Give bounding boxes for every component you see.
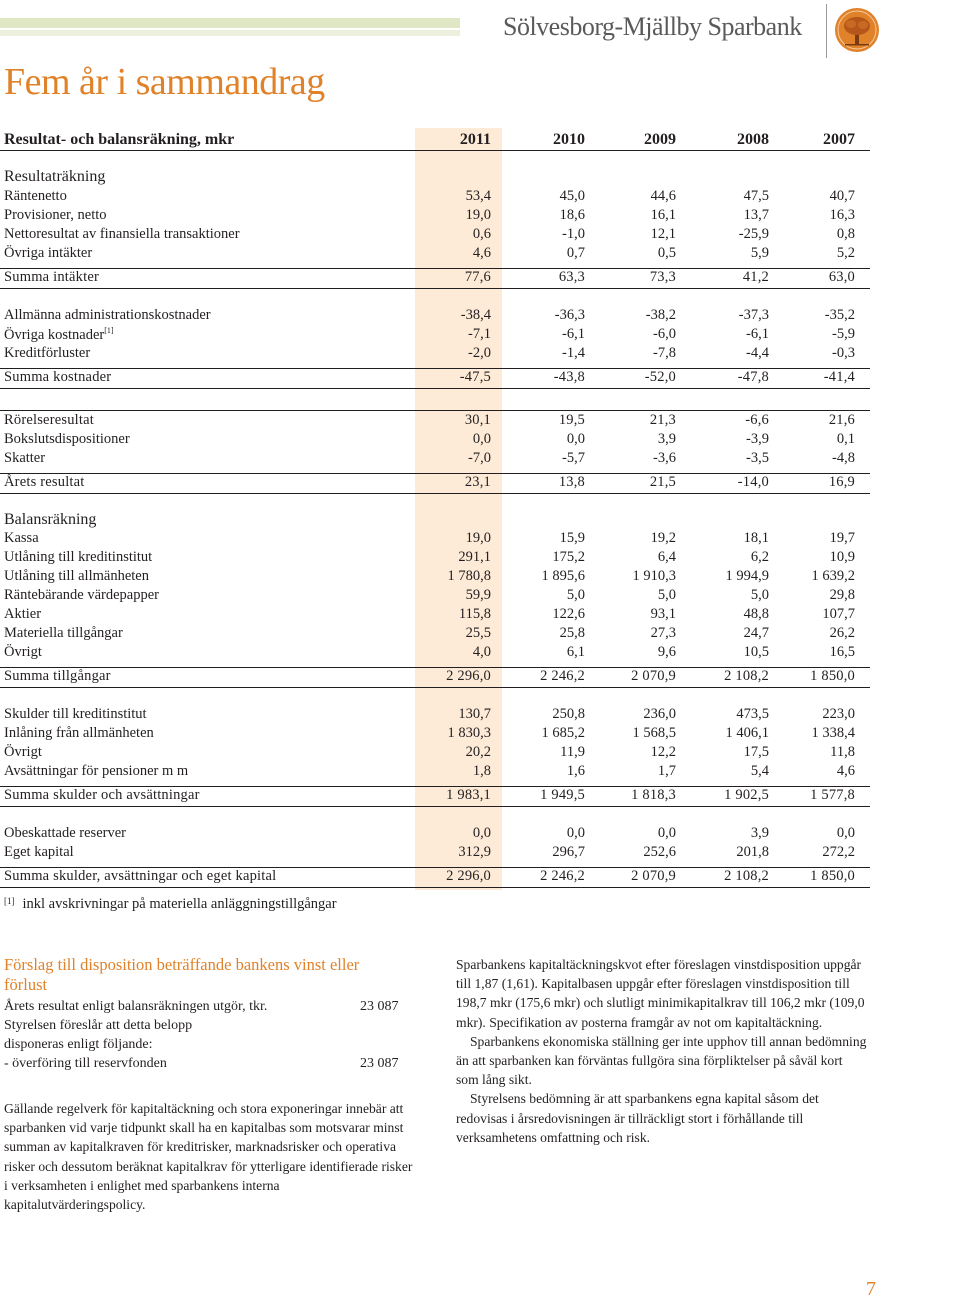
summary-row <box>0 369 860 388</box>
row-label: Rörelseresultat <box>4 412 94 428</box>
cell-value: -7,0 <box>468 450 491 466</box>
proposal-title: Förslag till disposition beträffande bankens vinst eller förlust <box>4 955 360 994</box>
table-row <box>0 587 860 606</box>
cell-value: 93,1 <box>650 606 676 622</box>
section-heading <box>0 511 860 530</box>
cell-value: -7,1 <box>468 326 491 342</box>
cell-value: -0,3 <box>832 345 855 361</box>
cell-value: 296,7 <box>552 844 585 860</box>
cell-value: 19,0 <box>465 530 491 546</box>
row-label: Materiella tillgångar <box>4 625 123 641</box>
cell-value: -2,0 <box>468 345 491 361</box>
cell-value: 1 902,5 <box>724 787 769 803</box>
cell-value: -35,2 <box>824 307 855 323</box>
cell-value: -6,0 <box>653 326 676 342</box>
table-rule <box>0 410 870 411</box>
table-row <box>0 245 860 264</box>
cell-value: 107,7 <box>822 606 855 622</box>
cell-value: 18,6 <box>559 207 585 223</box>
proposal-text: Styrelsen föreslår att detta belopp <box>4 1018 193 1033</box>
row-label: Övriga kostnader[1] <box>4 326 114 343</box>
cell-value: 1 850,0 <box>810 868 855 884</box>
cell-value: -43,8 <box>553 369 585 385</box>
cell-value: 130,7 <box>458 706 491 722</box>
table-row <box>0 431 860 450</box>
summary-row <box>0 868 860 887</box>
row-label: Avsättningar för pensioner m m <box>4 763 189 779</box>
cell-value: 21,3 <box>649 412 676 428</box>
cell-value: 272,2 <box>822 844 855 860</box>
cell-value: 47,5 <box>743 188 769 204</box>
cell-value: 1,6 <box>566 763 585 779</box>
row-label: Kassa <box>4 530 39 546</box>
summary-row <box>0 269 860 288</box>
row-label: Övrigt <box>4 744 42 760</box>
cell-value: 3,9 <box>657 431 676 447</box>
page-number: 7 <box>866 1278 876 1300</box>
cell-value: 2 070,9 <box>631 668 676 684</box>
cell-value: 252,6 <box>643 844 676 860</box>
summary-row <box>0 668 860 687</box>
cell-value: 4,0 <box>472 644 491 660</box>
year-header: 2009 <box>644 131 676 148</box>
row-label: Årets resultat <box>4 474 85 490</box>
cell-value: 21,5 <box>649 474 676 490</box>
cell-value: 25,8 <box>559 625 585 641</box>
cell-value: -14,0 <box>737 474 769 490</box>
cell-value: 19,0 <box>465 207 491 223</box>
cell-value: 23,1 <box>464 474 491 490</box>
table-row <box>0 763 860 782</box>
cell-value: -25,9 <box>738 226 769 242</box>
cell-value: 25,5 <box>465 625 491 641</box>
cell-value: 5,0 <box>657 587 676 603</box>
cell-value: 473,5 <box>736 706 769 722</box>
cell-value: 3,9 <box>750 825 769 841</box>
row-label: Kreditförluster <box>4 345 91 361</box>
cell-value: 15,9 <box>559 530 585 546</box>
cell-value: 5,2 <box>836 245 855 261</box>
table-row <box>0 706 860 725</box>
cell-value: 17,5 <box>743 744 769 760</box>
cell-value: 48,8 <box>743 606 769 622</box>
cell-value: 1 949,5 <box>540 787 585 803</box>
cell-value: 77,6 <box>464 269 491 285</box>
cell-value: 1 895,6 <box>541 568 585 584</box>
row-label: Provisioner, netto <box>4 207 107 223</box>
cell-value: -4,4 <box>746 345 769 361</box>
year-header: 2008 <box>737 131 769 148</box>
table-rule <box>0 687 870 688</box>
cell-value: -5,7 <box>562 450 585 466</box>
cell-value: 223,0 <box>822 706 855 722</box>
row-label: Skulder till kreditinstitut <box>4 706 147 722</box>
footnote-text: inkl avskrivningar på materiella anläggningstillgångar <box>22 896 337 912</box>
cell-value: 10,5 <box>743 644 769 660</box>
cell-value: 1,7 <box>657 763 676 779</box>
row-label: Skatter <box>4 450 46 466</box>
brand-divider <box>826 4 827 58</box>
cell-value: 1 568,5 <box>632 725 676 741</box>
cell-value: 0,0 <box>472 431 491 447</box>
cell-value: 291,1 <box>458 549 491 565</box>
note-mark: [1] <box>104 326 114 335</box>
table-rule <box>0 268 870 269</box>
cell-value: 0,5 <box>657 245 676 261</box>
cell-value: 5,0 <box>750 587 769 603</box>
page-title: Fem år i sammandrag <box>4 61 325 103</box>
cell-value: 63,3 <box>558 269 585 285</box>
cell-value: -37,3 <box>738 307 769 323</box>
proposal-line <box>4 1018 404 1034</box>
cell-value: 6,1 <box>566 644 585 660</box>
proposal-amount: 23 087 <box>360 1056 399 1071</box>
cell-value: 5,9 <box>750 245 769 261</box>
cell-value: 21,6 <box>828 412 855 428</box>
cell-value: 1 639,2 <box>811 568 855 584</box>
table-rule <box>0 867 870 868</box>
cell-value: -6,1 <box>562 326 585 342</box>
row-label: Summa tillgångar <box>4 668 111 684</box>
cell-value: 63,0 <box>828 269 855 285</box>
table-row <box>0 606 860 625</box>
cell-value: 0,7 <box>566 245 585 261</box>
cell-value: 19,5 <box>558 412 585 428</box>
table-rule <box>0 786 870 787</box>
summary-row <box>0 787 860 806</box>
proposal-line <box>4 1037 404 1053</box>
cell-value: 16,1 <box>650 207 676 223</box>
row-label: Summa skulder, avsättningar och eget kapital <box>4 868 277 884</box>
cell-value: 1 830,3 <box>447 725 491 741</box>
cell-value: 1 818,3 <box>631 787 676 803</box>
cell-value: -1,4 <box>562 345 585 361</box>
paragraph: Sparbankens kapitaltäckningskvot efter föreslagen vinstdisposition uppgår till 1,87 (1,61). Kapitalbasen uppgår efter föreslagen vinstdisposition till 198,7 mkr (175,6 mkr) och slutligt minimikapitalkrav till 106,2 mkr (109,0 mkr). Specifikation av posterna framgår av not om kapitaltäckning. <box>456 957 865 1030</box>
table-row <box>0 188 860 207</box>
table-row <box>0 725 860 744</box>
cell-value: 29,8 <box>829 587 855 603</box>
cell-value: 26,2 <box>829 625 855 641</box>
cell-value: 2 246,2 <box>540 868 585 884</box>
cell-value: -52,0 <box>644 369 676 385</box>
proposal-text: - överföring till reservfonden <box>4 1056 167 1071</box>
cell-value: 9,6 <box>657 644 676 660</box>
cell-value: 0,0 <box>836 825 855 841</box>
cell-value: 11,9 <box>560 744 585 760</box>
cell-value: 1 910,3 <box>632 568 676 584</box>
cell-value: 0,0 <box>566 825 585 841</box>
table-row <box>0 326 860 345</box>
cell-value: 12,2 <box>650 744 676 760</box>
cell-value: 0,6 <box>472 226 491 242</box>
proposal-line <box>4 1056 404 1072</box>
cell-value: -4,8 <box>832 450 855 466</box>
cell-value: 4,6 <box>472 245 491 261</box>
cell-value: 6,2 <box>750 549 769 565</box>
row-label: Allmänna administrationskostnader <box>4 307 211 323</box>
table-row <box>0 307 860 326</box>
paragraph: Styrelsens bedömning är att sparbankens egna kapital såsom det redovisas i årsredovisningen är tillräckligt stort i förhållande till verksamhetens omfattning och risk. <box>456 1091 819 1145</box>
year-header: 2010 <box>553 131 585 148</box>
table-rule <box>0 473 870 474</box>
cell-value: -36,3 <box>554 307 585 323</box>
cell-value: 1 994,9 <box>725 568 769 584</box>
table-row <box>0 345 860 364</box>
cell-value: 30,1 <box>464 412 491 428</box>
table-row <box>0 744 860 763</box>
footnote <box>4 896 337 913</box>
cell-value: -38,4 <box>460 307 491 323</box>
cell-value: 6,4 <box>657 549 676 565</box>
cell-value: 1 577,8 <box>810 787 855 803</box>
cell-value: 1 685,2 <box>541 725 585 741</box>
cell-value: 1 983,1 <box>446 787 491 803</box>
cell-value: 73,3 <box>649 269 676 285</box>
cell-value: 13,7 <box>743 207 769 223</box>
row-label: Eget kapital <box>4 844 74 860</box>
row-label: Utlåning till allmänheten <box>4 568 149 584</box>
table-row <box>0 549 860 568</box>
cell-value: -47,5 <box>459 369 491 385</box>
cell-value: 59,9 <box>465 587 491 603</box>
cell-value: -41,4 <box>823 369 855 385</box>
table-row <box>0 644 860 663</box>
cell-value: 2 108,2 <box>724 868 769 884</box>
cell-value: -1,0 <box>562 226 585 242</box>
proposal-amount: 23 087 <box>360 999 399 1014</box>
cell-value: 0,0 <box>472 825 491 841</box>
row-label: Summa skulder och avsättningar <box>4 787 200 803</box>
cell-value: 24,7 <box>743 625 769 641</box>
summary-row <box>0 474 860 493</box>
proposal-text: disponeras enligt följande: <box>4 1037 153 1052</box>
cell-value: -3,9 <box>746 431 769 447</box>
cell-value: 13,8 <box>558 474 585 490</box>
row-label: Aktier <box>4 606 42 622</box>
paragraph: Sparbankens ekonomiska ställning ger inte upphov till annan bedömning än att sparbanken kan förväntas fullgöra sina förpliktelser på såväl kort som lång sikt. <box>456 1033 867 1088</box>
section-heading <box>0 168 860 187</box>
footnote-mark: [1] <box>4 896 15 906</box>
cell-value: 16,9 <box>828 474 855 490</box>
cell-value: 19,7 <box>829 530 855 546</box>
header-label: Resultat- och balansräkning, mkr <box>4 131 235 148</box>
cell-value: 122,6 <box>552 606 585 622</box>
cell-value: 10,9 <box>829 549 855 565</box>
header-bar-light <box>0 30 460 36</box>
cell-value: 53,4 <box>465 188 491 204</box>
cell-value: 2 246,2 <box>540 668 585 684</box>
row-label: Inlåning från allmänheten <box>4 725 154 741</box>
cell-value: 1 850,0 <box>810 668 855 684</box>
cell-value: 12,1 <box>650 226 676 242</box>
cell-value: 2 296,0 <box>446 868 491 884</box>
table-row <box>0 226 860 245</box>
cell-value: 27,3 <box>650 625 676 641</box>
proposal-line <box>4 999 404 1015</box>
row-label: Bokslutsdispositioner <box>4 431 130 447</box>
table-rule <box>0 288 870 289</box>
table-row <box>0 625 860 644</box>
table-row <box>0 530 860 549</box>
cell-value: 16,5 <box>829 644 855 660</box>
row-label: Nettoresultat av finansiella transaktioner <box>4 226 240 242</box>
row-label: Balansräkning <box>4 511 97 528</box>
cell-value: 0,0 <box>657 825 676 841</box>
cell-value: 41,2 <box>742 269 769 285</box>
cell-value: -3,6 <box>653 450 676 466</box>
cell-value: -5,9 <box>832 326 855 342</box>
cell-value: 0,8 <box>836 226 855 242</box>
cell-value: -47,8 <box>737 369 769 385</box>
cell-value: 115,8 <box>458 606 491 622</box>
year-header: 2011 <box>459 131 491 148</box>
cell-value: 40,7 <box>829 188 855 204</box>
cell-value: -6,6 <box>745 412 769 428</box>
cell-value: 1 406,1 <box>725 725 769 741</box>
row-label: Obeskattade reserver <box>4 825 126 841</box>
cell-value: 1 338,4 <box>811 725 855 741</box>
cell-value: 2 070,9 <box>631 868 676 884</box>
row-label: Räntebärande värdepapper <box>4 587 159 603</box>
table-row <box>0 450 860 469</box>
row-label: Resultaträkning <box>4 168 106 185</box>
cell-value: -38,2 <box>645 307 676 323</box>
summary-row <box>0 412 860 431</box>
cell-value: 175,2 <box>552 549 585 565</box>
cell-value: 45,0 <box>559 188 585 204</box>
cell-value: 312,9 <box>458 844 491 860</box>
row-label: Övriga intäkter <box>4 245 93 261</box>
cell-value: 44,6 <box>650 188 676 204</box>
cell-value: -7,8 <box>653 345 676 361</box>
row-label: Räntenetto <box>4 188 67 204</box>
row-label: Utlåning till kreditinstitut <box>4 549 153 565</box>
table-row <box>0 568 860 587</box>
cell-value: -3,5 <box>746 450 769 466</box>
cell-value: 4,6 <box>836 763 855 779</box>
bank-name: Sölvesborg-Mjällby Sparbank <box>503 12 802 41</box>
cell-value: 250,8 <box>552 706 585 722</box>
cell-value: 1,8 <box>472 763 491 779</box>
cell-value: 5,4 <box>750 763 769 779</box>
cell-value: 20,2 <box>465 744 491 760</box>
cell-value: 0,0 <box>566 431 585 447</box>
table-row <box>0 844 860 863</box>
capital-requirements-paragraph: Gällande regelverk för kapitaltäckning och stora exponeringar innebär att sparbanken vid varje tidpunkt skall ha en kapitalbas som motsvarar minst summan av kapitalkraven för kreditrisker, marknadsrisker och operativa risker och dessutom beräknat kapitalkrav för ytterligare identifierade risker i verksamheten i enlighet med sparbankens interna kapitalutvärderingspolicy. <box>4 1101 413 1213</box>
table-row <box>0 207 860 226</box>
row-label: Summa intäkter <box>4 269 100 285</box>
cell-value: 11,8 <box>830 744 855 760</box>
year-header: 2007 <box>823 131 855 148</box>
table-rule <box>0 887 870 888</box>
table-header <box>0 131 860 150</box>
tree-logo-icon <box>833 4 881 56</box>
proposal-text: Årets resultat enligt balansräkningen utgör, tkr. <box>4 999 268 1014</box>
table-rule <box>0 150 870 151</box>
row-label: Summa kostnader <box>4 369 112 385</box>
cell-value: 2 296,0 <box>446 668 491 684</box>
table-row <box>0 825 860 844</box>
cell-value: 0,1 <box>836 431 855 447</box>
cell-value: 19,2 <box>650 530 676 546</box>
header-bar <box>0 18 460 28</box>
cell-value: 236,0 <box>643 706 676 722</box>
capital-adequacy-text <box>456 955 868 1147</box>
table-rule <box>0 388 870 389</box>
cell-value: 2 108,2 <box>724 668 769 684</box>
row-label: Övrigt <box>4 644 42 660</box>
cell-value: 1 780,8 <box>447 568 491 584</box>
cell-value: 18,1 <box>743 530 769 546</box>
cell-value: 16,3 <box>829 207 855 223</box>
table-rule <box>0 806 870 807</box>
table-rule <box>0 493 870 494</box>
cell-value: 201,8 <box>736 844 769 860</box>
cell-value: 5,0 <box>566 587 585 603</box>
table-rule <box>0 667 870 668</box>
cell-value: -6,1 <box>746 326 769 342</box>
table-rule <box>0 368 870 369</box>
